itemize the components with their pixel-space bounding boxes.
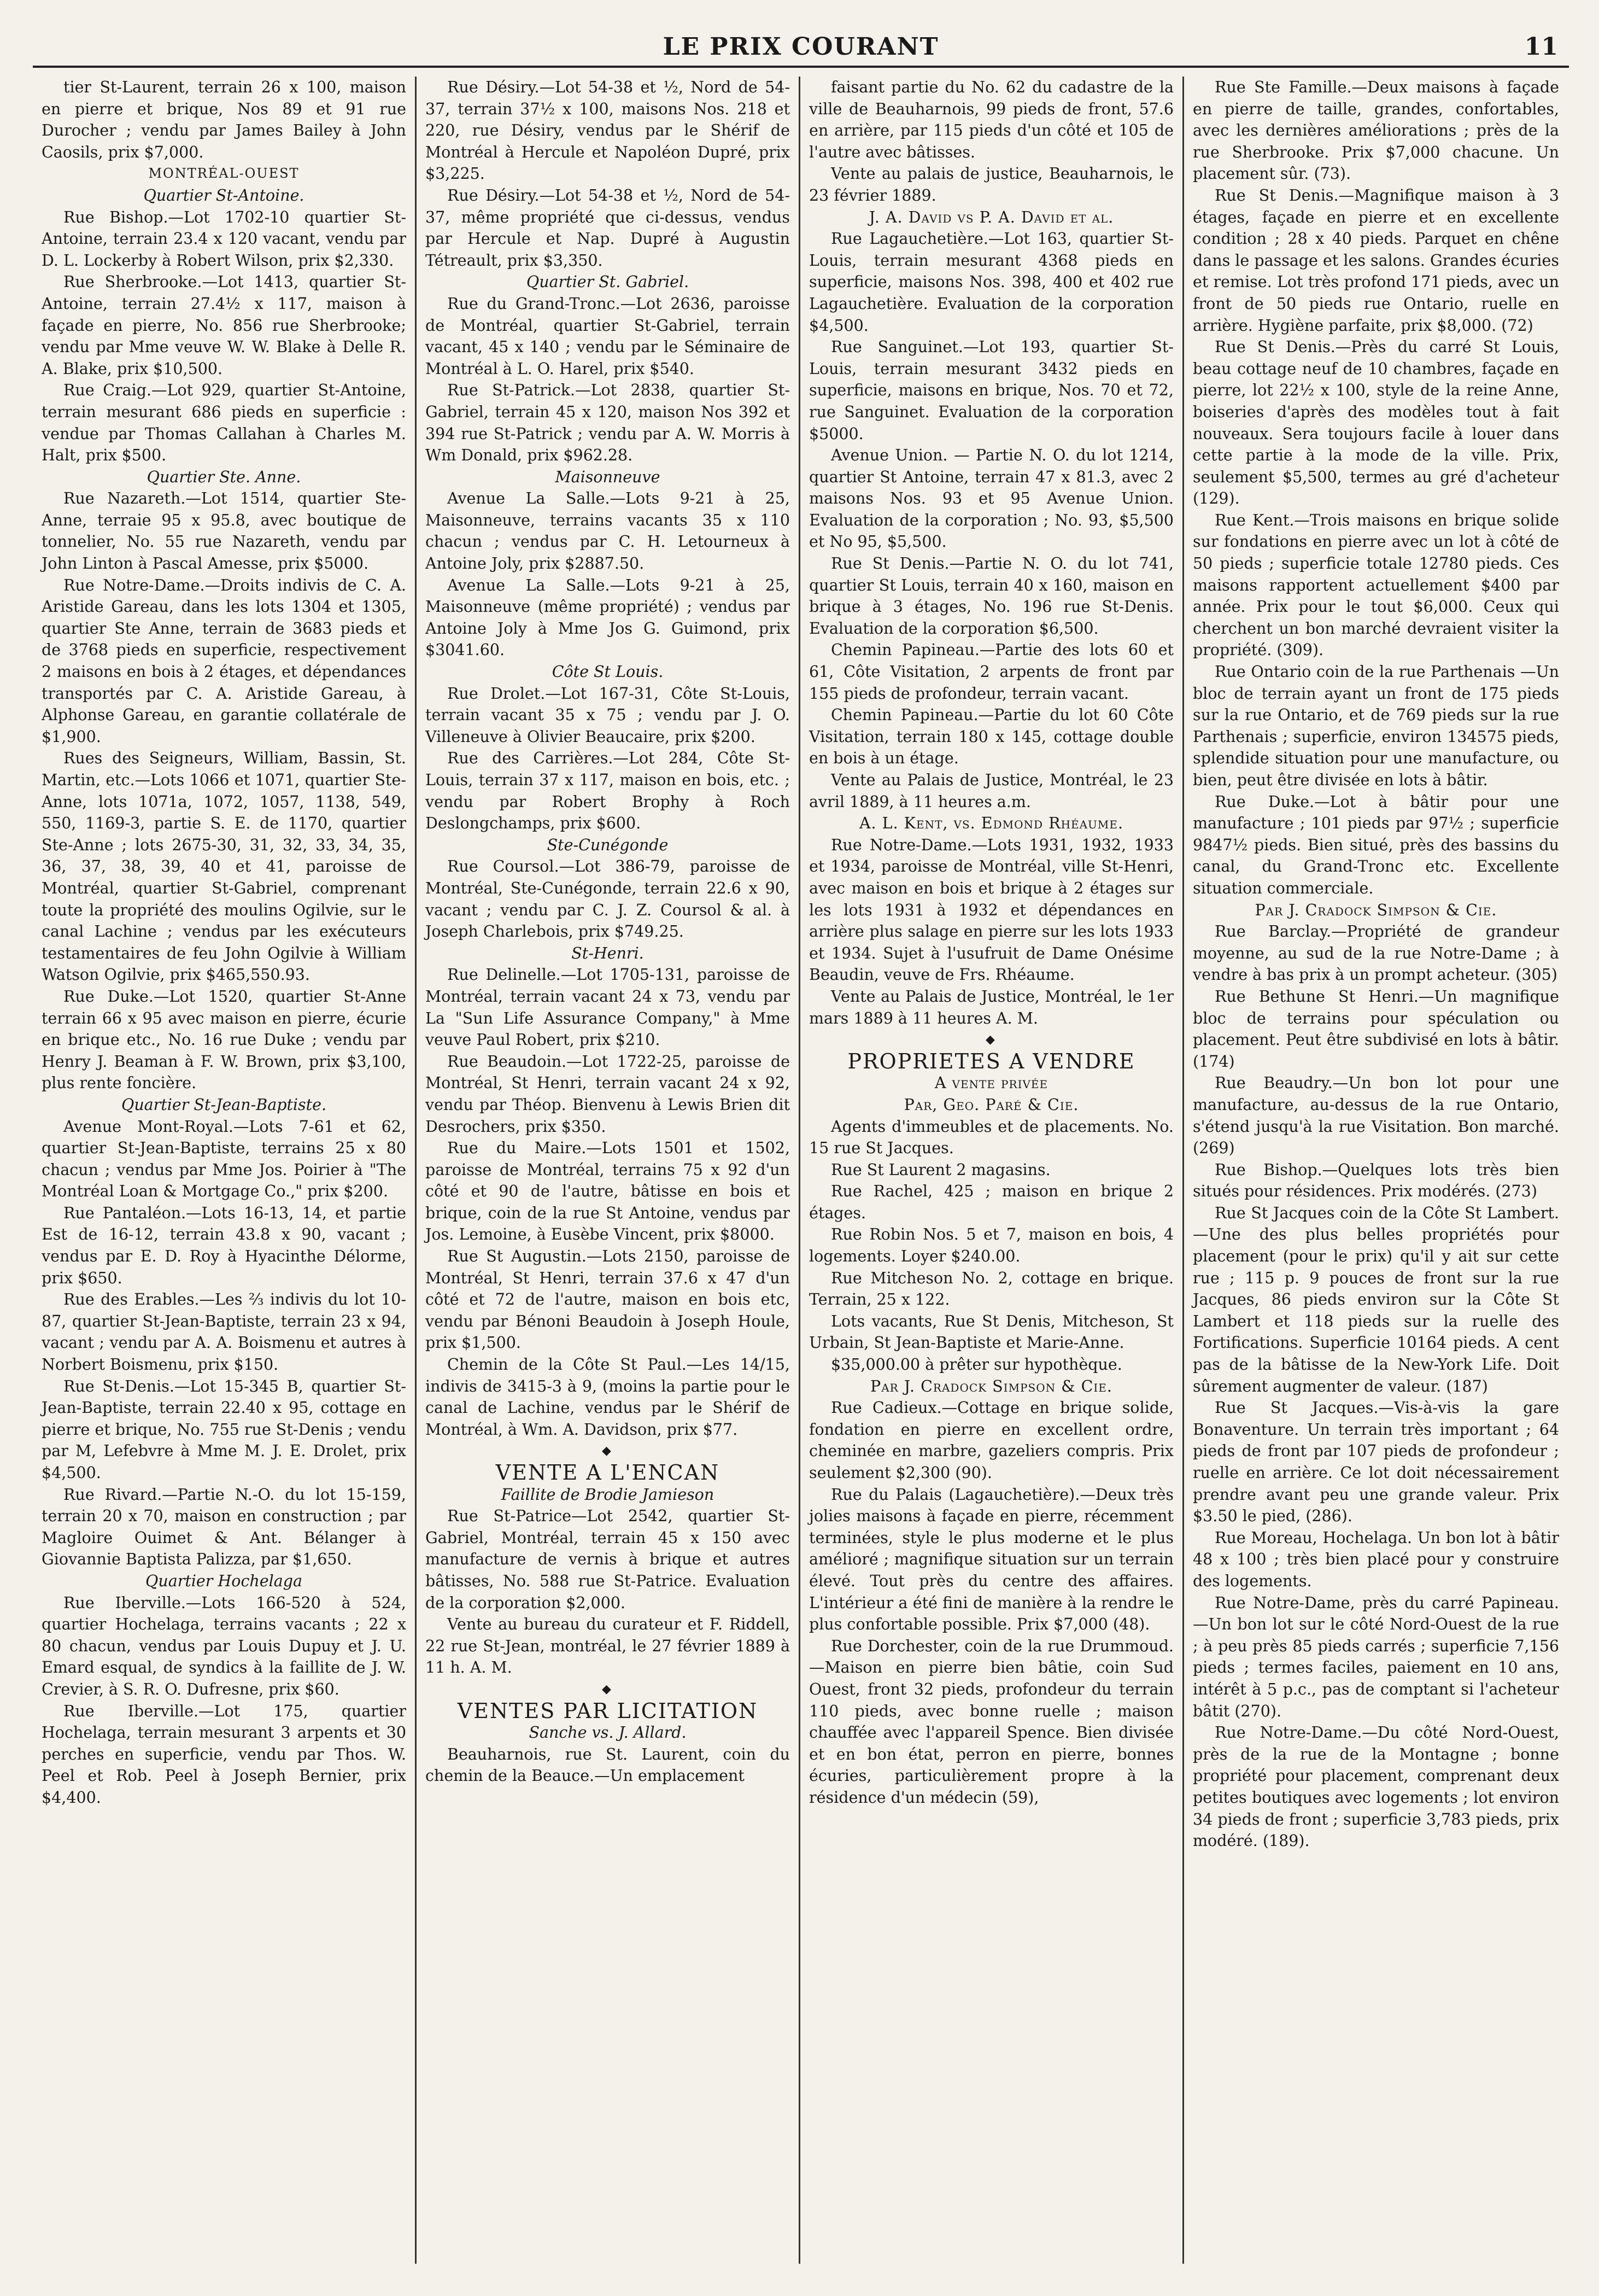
listing-paragraph: Rue Notre-Dame.—Droits indivis de C. A. Aristide Gareau, dans les lots 1304 et 1305, quartier Ste Anne, terrain de 3683 pieds et de 3768 pieds en superficie, respectivement 2 maisons en bois à 2 étages, et dépendances transportés par C. A. Aristide Gareau, à Alphonse Gareau, en garantie collatérale de $1,900.: [42, 576, 406, 746]
listing-paragraph: Rue Craig.—Lot 929, quartier St-Antoine, terrain mesurant 686 pieds en superficie : vendue par Thomas Callahan à Charles M. Halt, prix $500.: [42, 381, 406, 465]
listing-paragraph: Rue St Denis.—Près du carré St Louis, beau cottage neuf de 10 chambres, façade en pierre, lot 22½ x 100, style de la reine Anne, boiseries d'après des modèles tout à fait nouveaux. Sera toujours facile à louer dans cette partie à la mode de la ville. Prix, seulement $5,500, termes au gré d'acheteur (129).: [1193, 338, 1559, 508]
column-2: [417, 77, 800, 2264]
listing-paragraph: Rue Notre-Dame.—Du côté Nord-Ouest, près de la rue de la Montagne ; bonne propriété pour placement, comprenant deux petites boutiques avec logements ; lot environ 34 pieds de front ; superficie 3,783 pieds, prix modéré. (189).: [1193, 1724, 1559, 1850]
listing-paragraph: Rue Notre-Dame, près du carré Papineau.—Un bon lot sur le côté Nord-Ouest de la rue ; à peu près 85 pieds carrés ; superficie 7,156 pieds ; termes faciles, paiement en 10 ans, intérêt à 5 p.c., pas de comptant si l'acheteur bâtit (270).: [1193, 1593, 1559, 1720]
listing-paragraph: Rue Sherbrooke.—Lot 1413, quartier St-Antoine, terrain 27.4½ x 117, maison à façade en pierre, No. 856 rue Sherbrooke; vendu par Mme veuve W. W. Blake à Delle R. A. Blake, prix $10,500.: [42, 273, 406, 378]
byline: Par J. Cradock Simpson & Cie.: [870, 1377, 1112, 1395]
listing-paragraph: Rue Désiry.—Lot 54-38 et ½, Nord de 54-37, même propriété que ci-dessus, vendus par Hercule et Nap. Dupré à Augustin Tétreault, prix $3,350.: [425, 186, 790, 270]
listing-paragraph: Rue Bishop.—Quelques lots très bien situés pour résidences. Prix modérés. (273): [1193, 1160, 1559, 1201]
listing-paragraph: Rue Mitcheson No. 2, cottage en brique. Terrain, 25 x 122.: [809, 1269, 1174, 1309]
subsection-heading: Maisonneuve: [555, 468, 660, 486]
listing-paragraph: Rue du Grand-Tronc.—Lot 2636, paroisse de Montréal, quartier St-Gabriel, terrain vacant, 45 x 140 ; vendu par le Séminaire de Montréal à L. O. Harel, prix $540.: [425, 294, 790, 378]
listing-paragraph: Rue St Jacques.—Vis-à-vis la gare Bonaventure. Un terrain très important ; 64 pieds de front par 107 pieds de profondeur ; ruelle en arrière. Ce lot doit nécessairement prendre avant peu une grande valeur. Prix $3.50 le pied, (286).: [1193, 1399, 1559, 1526]
listing-paragraph: Rue Duke.—Lot 1520, quartier St-Anne terrain 66 x 95 avec maison en pierre, écurie en brique etc., No. 16 rue Duke ; vendu par Henry J. Beaman à F. W. Brown, prix $3,100, plus rente foncière.: [42, 987, 406, 1093]
listing-paragraph: Rue Cadieux.—Cottage en brique solide, fondation en pierre en excellent ordre, cheminée en marbre, gazeliers compris. Prix seulement $2,300 (90).: [809, 1399, 1174, 1482]
ornament-divider: ◆: [986, 1033, 997, 1047]
subsection-heading: Quartier Hochelaga: [145, 1571, 302, 1590]
listing-paragraph: Rue Iberville.—Lot 175, quartier Hochelaga, terrain mesurant 3 arpents et 30 perches en superficie, vendu par Thos. W. Peel et Rob. Peel à Joseph Bernier, prix $4,400.: [42, 1702, 406, 1807]
listing-paragraph: Rue Rivard.—Partie N.-O. du lot 15-159, terrain 20 x 70, maison en construction ; par Magloire Ouimet & Ant. Bélanger à Giovannie Baptista Palizza, par $1,650.: [42, 1485, 406, 1569]
listing-paragraph: Rue Moreau, Hochelaga. Un bon lot à bâtir 48 x 100 ; très bien placé pour y construire des logements.: [1193, 1528, 1559, 1590]
section-heading: MONTRÉAL-OUEST: [148, 166, 300, 182]
subsection-heading: Quartier St-Jean-Baptiste.: [121, 1095, 327, 1114]
listing-paragraph: Rue Sanguinet.—Lot 193, quartier St-Louis, terrain mesurant 3432 pieds en superficie, maisons en brique, Nos. 70 et 72, rue Sanguinet. Evaluation de la corporation $5000.: [809, 338, 1174, 443]
section-title: PROPRIETES A VENDRE: [847, 1049, 1135, 1073]
listing-paragraph: Vente au Palais de Justice, Montréal, le 1er mars 1889 à 11 heures A. M.: [809, 987, 1174, 1027]
listing-paragraph: Beauharnois, rue St. Laurent, coin du chemin de la Beauce.—Un emplacement: [425, 1745, 790, 1785]
section-title: VENTES PAR LICITATION: [457, 1698, 758, 1723]
listing-paragraph: Rue St-Patrice—Lot 2542, quartier St-Gabriel, Montréal, terrain 45 x 150 avec manufacture de vernis à brique et autres bâtisses, No. 588 rue St-Patrice. Evaluation de la corporation $2,000.: [425, 1507, 790, 1612]
listing-paragraph: Chemin Papineau.—Partie des lots 60 et 61, Côte Visitation, 2 arpents de front par 155 pieds de profondeur, terrain vacant.: [809, 641, 1174, 703]
listing-paragraph: Rue St Augustin.—Lots 2150, paroisse de Montréal, St Henri, terrain 37.6 x 47 d'un côté et 72 de l'autre, maison en bois etc, vendu par Bénoni Beaudoin à Joseph Houle, prix $1,500.: [425, 1247, 790, 1352]
listing-paragraph: Avenue La Salle.—Lots 9-21 à 25, Maisonneuve (même propriété) ; vendus par Antoine Joly à Mme Jos G. Guimond, prix $3041.60.: [425, 576, 790, 659]
byline: A. L. Kent, vs. Edmond Rhéaume.: [859, 814, 1124, 833]
listing-paragraph: Lots vacants, Rue St Denis, Mitcheson, St Urbain, St Jean-Baptiste et Marie-Anne.: [809, 1312, 1174, 1352]
column-4: [1184, 77, 1568, 2264]
masthead-title: LE PRIX COURANT: [663, 33, 939, 61]
section-title: VENTE A L'ENCAN: [495, 1460, 720, 1485]
byline: Par J. Cradock Simpson & Cie.: [1255, 901, 1497, 919]
page-number: 11: [1524, 33, 1558, 61]
listing-paragraph: Rue Robin Nos. 5 et 7, maison en bois, 4 logements. Loyer $240.00.: [809, 1225, 1174, 1266]
newspaper-page: [33, 22, 1569, 2275]
listing-paragraph: Chemin Papineau.—Partie du lot 60 Côte Visitation, terrain 180 x 145, cottage double en bois à un étage.: [809, 706, 1174, 768]
listing-paragraph: Vente au palais de justice, Beauharnois, le 23 février 1889.: [809, 165, 1174, 205]
listing-paragraph: Avenue La Salle.—Lots 9-21 à 25, Maisonneuve, terrains vacants 35 x 110 chacun ; vendus par C. H. Letourneux à Antoine Joly, prix $2887.50.: [425, 489, 790, 573]
ornament-divider: ◆: [602, 1444, 613, 1458]
listing-paragraph: Rue St Denis.—Partie N. O. du lot 741, quartier St Louis, terrain 40 x 160, maison en brique à 3 étages, No. 196 rue St-Denis. Evaluation de la corporation $6,500.: [809, 554, 1174, 638]
listing-paragraph: Rue des Carrières.—Lot 284, Côte St-Louis, terrain 37 x 117, maison en bois, etc. ; vendu par Robert Brophy à Roch Deslongchamps, prix $600.: [425, 749, 790, 833]
listing-paragraph: faisant partie du No. 62 du cadastre de la ville de Beauharnois, 99 pieds de front, 57.6 en arrière, par 115 pieds d'un côté et 105 de l'autre avec bâtisses.: [809, 78, 1174, 161]
listing-paragraph: Rue Barclay.—Propriété de grandeur moyenne, au sud de la rue Notre-Dame ; à vendre à bas prix à un prompt acheteur. (305): [1193, 922, 1559, 984]
byline: A vente privée: [934, 1074, 1049, 1093]
listing-paragraph: Rue Notre-Dame.—Lots 1931, 1932, 1933 et 1934, paroisse de Montréal, ville St-Henri, avec maison en bois et brique à 2 étages sur les lots 1931 à 1932 et dépendances en arrière plus salage en pierre sur les lots 1933 et 1934. Sujet à l'usufruit de Dame Onésime Beaudin, veuve de Frs. Rhéaume.: [809, 836, 1174, 984]
subsection-heading: St-Henri.: [571, 944, 644, 962]
columns: [33, 77, 1569, 2264]
listing-paragraph: Chemin de la Côte St Paul.—Les 14/15, indivis de 3415-3 à 9, (moins la partie pour le canal de Lachine, vendus par le Shérif de Montréal, à Wm. A. Davidson, prix $77.: [425, 1356, 790, 1439]
listing-paragraph: Rue des Erables.—Les ⅔ indivis du lot 10-87, quartier St-Jean-Baptiste, terrain 23 x 94, vacant ; vendu par A. A. Boismenu et autres à Norbert Boismenu, prix $150.: [42, 1290, 406, 1374]
subsection-heading: Quartier Ste. Anne.: [147, 468, 301, 486]
listing-paragraph: Vente au bureau du curateur et F. Riddell, 22 rue St-Jean, montréal, le 27 février 1889 à 11 h. A. M.: [425, 1615, 790, 1677]
ornament-divider: ◆: [602, 1682, 613, 1696]
listing-paragraph: Avenue Mont-Royal.—Lots 7-61 et 62, quartier St-Jean-Baptiste, terrains 25 x 80 chacun ; vendus par Mme Jos. Poirier à "The Montréal Loan & Mortgage Co.," prix $200.: [42, 1117, 406, 1201]
listing-paragraph: Avenue Union. — Partie N. O. du lot 1214, quartier St Antoine, terrain 47 x 81.3, avec 2 maisons Nos. 93 et 95 Avenue Union. Evaluation de la corporation ; No. 93, $5,500 et No 95, $5,500.: [809, 446, 1174, 551]
listing-paragraph: Rue St-Denis.—Lot 15-345 B, quartier St-Jean-Baptiste, terrain 22.40 x 95, cottage en pierre et brique, No. 755 rue St-Denis ; vendu par M, Lefebvre à Mme M. J. E. Drolet, prix $4,500.: [42, 1377, 406, 1482]
listing-paragraph: Rue Beaudoin.—Lot 1722-25, paroisse de Montréal, St Henri, terrain vacant 24 x 92, vendu par Théop. Bienvenu à Lewis Brien dit Desrochers, prix $350.: [425, 1052, 790, 1136]
listing-paragraph: Rue Pantaléon.—Lots 16-13, 14, et partie Est de 16-12, terrain 43.8 x 90, vacant ; vendus par E. D. Roy à Hyacinthe Délorme, prix $650.: [42, 1203, 406, 1287]
listing-paragraph: Rue Iberville.—Lots 166-520 à 524, quartier Hochelaga, terrains vacants ; 22 x 80 chacun, vendus par Louis Dupuy et J. U. Emard esqual, de syndics à la faillite de J. W. Crevier, à S. R. O. Dufresne, prix $60.: [42, 1593, 406, 1698]
listing-paragraph: Rue St Jacques coin de la Côte St Lambert.—Une des plus belles propriétés pour placement (pour le prix) qu'il y ait sur cette rue ; 115 p. 9 pouces de front sur la rue Jacques, 86 pieds environ sur la Côte St Lambert et 118 pieds sur la ruelle des Fortifications. Superficie 10164 pieds. A cent pas de la bâtisse de la New-York Life. Doit sûrement augmenter de valeur. (187): [1193, 1203, 1559, 1395]
listing-paragraph: Rue du Maire.—Lots 1501 et 1502, paroisse de Montréal, terrains 75 x 92 d'un côté et 90 de l'autre, bâtisse en bois et brique, coin de la rue St Antoine, vendus par Jos. Lemoine, à Eusèbe Vincent, prix $8000.: [425, 1139, 790, 1244]
listing-paragraph: Rue Désiry.—Lot 54-38 et ½, Nord de 54-37, terrain 37½ x 100, maisons Nos. 218 et 220, rue Désiry, vendus par le Shérif de Montréal à Hercule et Napoléon Dupré, prix $3,225.: [425, 78, 790, 183]
listing-paragraph: Rue Bethune St Henri.—Un magnifique bloc de terrains pour spéculation ou placement. Peut être subdivisé en lots à bâtir. (174): [1193, 987, 1559, 1071]
subsection-heading: Faillite de Brodie Jamieson: [501, 1485, 714, 1504]
listing-paragraph: Rue Rachel, 425 ; maison en brique 2 étages.: [809, 1182, 1174, 1222]
listing-paragraph: Rue Nazareth.—Lot 1514, quartier Ste-Anne, terraie 95 x 95.8, avec boutique de tonnelier, No. 55 rue Nazareth, vendu par John Linton à Pascal Amesse, prix $5000.: [42, 489, 406, 573]
listing-paragraph: Agents d'immeubles et de placements. No. 15 rue St Jacques.: [809, 1117, 1174, 1158]
subsection-heading: Sanche vs. J. Allard.: [529, 1724, 687, 1742]
listing-paragraph: Rue Ste Famille.—Deux maisons à façade en pierre de taille, grandes, confortables, avec les dernières améliorations ; près de la rue Sherbrooke. Prix $7,000 chacune. Un placement sûr. (73).: [1193, 78, 1559, 183]
column-1: [33, 77, 417, 2264]
listing-paragraph: Rue Beaudry.—Un bon lot pour une manufacture, au-dessus de la rue Ontario, s'étend jusqu'à la rue Visitation. Bon marché. (269): [1193, 1074, 1559, 1158]
listing-paragraph: Rue Kent.—Trois maisons en brique solide sur fondations en pierre avec un lot à côté de 50 pieds ; superficie totale 12780 pieds. Ces maisons rapportent actuellement $400 par année. Prix pour le tout $6,000. Ceux qui cherchent un bon marché devraient visiter la propriété. (309).: [1193, 511, 1559, 659]
listing-paragraph: Rue Dorchester, coin de la rue Drummoud.—Maison en pierre bien bâtie, coin Sud Ouest, front 32 pieds, profondeur du terrain 110 pieds, avec bonne ruelle ; maison chauffée avec l'appareil Spence. Bien divisée et en bon état, perron en pierre, bonnes écuries, particulièrement propre à la résidence d'un médecin (59),: [809, 1637, 1174, 1807]
listing-paragraph: Rue Ontario coin de la rue Parthenais —Un bloc de terrain ayant un front de 175 pieds sur la rue Ontario, et de 769 pieds sur la rue Parthenais ; superficie, environ 134575 pieds, splendide situation pour une manufacture, ou bien, peut être divisée en lots à bâtir.: [1193, 663, 1559, 789]
subsection-heading: Quartier St-Antoine.: [143, 186, 304, 205]
listing-paragraph: Rue Bishop.—Lot 1702-10 quartier St-Antoine, terrain 23.4 x 120 vacant, vendu par D. L. Lockerby à Robert Wilson, prix $2,330.: [42, 208, 406, 270]
listing-paragraph: Rue Drolet.—Lot 167-31, Côte St-Louis, terrain vacant 35 x 75 ; vendu par J. O. Villeneuve à Olivier Beaucaire, prix $200.: [425, 684, 790, 746]
listing-paragraph: Rue Duke.—Lot à bâtir pour une manufacture ; 101 pieds par 97½ ; superficie 9847½ pieds. Bien situé, près des bassins du canal, du Grand-Tronc etc. Excellente situation commerciale.: [1193, 792, 1559, 897]
listing-paragraph: Rues des Seigneurs, William, Bassin, St. Martin, etc.—Lots 1066 et 1071, quartier Ste-Anne, lots 1071a, 1072, 1057, 1138, 549, 550, 1169-3, partie S. E. de 1170, quartier Ste-Anne ; lots 2675-30, 31, 32, 33, 34, 35, 36, 37, 38, 39, 40 et 41, paroisse de Montréal, quartier St-Gabriel, comprenant toute la propriété des moulins Ogilvie, sur le canal Lachine ; vendus par les exécuteurs testamentaires de feu John Ogilvie à William Watson Ogilvie, prix $465,550.93.: [42, 749, 406, 984]
listing-paragraph: tier St-Laurent, terrain 26 x 100, maison en pierre et brique, Nos 89 et 91 rue Durocher ; vendu par James Bailey à John Caosils, prix $7,000.: [42, 78, 406, 161]
listing-paragraph: $35,000.00 à prêter sur hypothèque.: [831, 1356, 1122, 1374]
listing-paragraph: Rue Lagauchetière.—Lot 163, quartier St-Louis, terrain mesurant 4368 pieds en superficie, maisons Nos. 398, 400 et 402 rue Lagauchetière. Evaluation de la corporation $4,500.: [809, 230, 1174, 335]
listing-paragraph: Rue St Denis.—Magnifique maison à 3 étages, façade en pierre et en excellente condition ; 28 x 40 pieds. Parquet en chêne dans le passage et les salons. Grandes écuries et remise. Lot très profond 171 pieds, avec un front de 50 pieds rue Ontario, ruelle en arrière. Hygiène parfaite, prix $8,000. (72): [1193, 186, 1559, 335]
listing-paragraph: Vente au Palais de Justice, Montréal, le 23 avril 1889, à 11 heures a.m.: [809, 771, 1174, 811]
listing-paragraph: Rue Delinelle.—Lot 1705-131, paroisse de Montréal, terrain vacant 24 x 73, vendu par La "Sun Life Assurance Company," à Mme veuve Paul Robert, prix $210.: [425, 966, 790, 1049]
listing-paragraph: Rue Coursol.—Lot 386-79, paroisse de Montréal, Ste-Cunégonde, terrain 22.6 x 90, vacant ; vendu par C. J. Z. Coursol & al. à Joseph Charlebois, prix $749.25.: [425, 857, 790, 941]
subsection-heading: Ste-Cunégonde: [547, 836, 669, 854]
listing-paragraph: Rue du Palais (Lagauchetière).—Deux très jolies maisons à façade en pierre, récemment terminées, style le plus moderne et le plus amélioré ; magnifique situation sur un terrain élevé. Tout près du centre des affaires. L'intérieur a été fini de manière à la rendre le plus confortable possible. Prix $7,000 (48).: [809, 1485, 1174, 1634]
column-3: [800, 77, 1184, 2264]
page-header: [33, 22, 1569, 68]
subsection-heading: Côte St Louis.: [552, 663, 664, 681]
listing-paragraph: Rue St Laurent 2 magasins.: [831, 1160, 1051, 1179]
byline: Par, Geo. Paré & Cie.: [904, 1095, 1079, 1114]
subsection-heading: Quartier St. Gabriel.: [526, 273, 689, 291]
listing-paragraph: Rue St-Patrick.—Lot 2838, quartier St-Gabriel, terrain 45 x 120, maison Nos 392 et 394 rue St-Patrick ; vendu par A. W. Morris à Wm Donald, prix $962.28.: [425, 381, 790, 465]
byline: J. A. David vs P. A. David et al.: [869, 208, 1114, 226]
